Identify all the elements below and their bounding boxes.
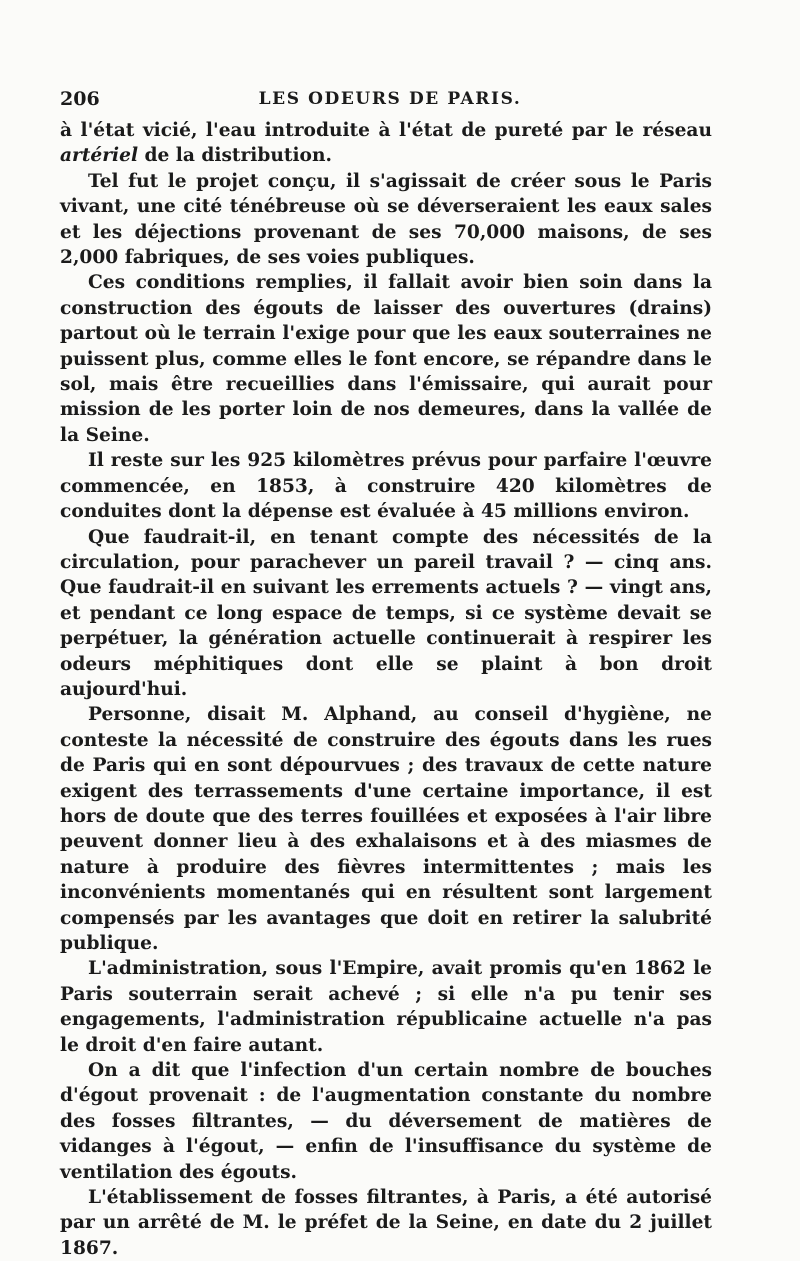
running-title: LES ODEURS DE PARIS. <box>258 89 522 109</box>
paragraph: Personne, disait M. Alphand, au conseil d'hygiène, ne conteste la nécessité de construire des égouts dans les rues de Paris qui en sont dépourvues ; des travaux de cette nature exigent des terrassements d'une certaine importance, il est hors de doute que des terres fouillées et exposées à l'air libre peuvent donner lieu à des exhalaisons et à des miasmes de nature à produire des fièvres intermittentes ; mais les inconvénients momentanés qui en résultent sont largement compensés par les avantages que doit en retirer la salubrité publique. <box>60 704 712 954</box>
paragraph: L'administration, sous l'Empire, avait promis qu'en 1862 le Paris souterrain serait achevé ; si elle n'a pu tenir ses engagements, l'administration républicaine actuelle n'a pas le droit d'en faire autant. <box>60 958 712 1056</box>
paragraph: L'établissement de fosses filtrantes, à Paris, a été autorisé par un arrêté de M. le préfet de la Seine, en date du 2 juillet 1867. <box>60 1187 712 1259</box>
paragraph: Que faudrait-il, en tenant compte des nécessités de la circulation, pour parachever un pareil travail ? — cinq ans. Que faudrait-il en suivant les errements actuels ? — vingt ans, et pendant ce long espace de temps, si ce système devait se perpétuer, la génération actuelle continuerait à respirer les odeurs méphitiques dont elle se plaint à bon droit aujourd'hui. <box>60 526 712 700</box>
paragraph: Ces conditions remplies, il fallait avoir bien soin dans la construction des égouts de laisser des ouvertures (drains) partout où le terrain l'exige pour que les eaux souterraines ne puissent plus, comme elles le font encore, se répandre dans le sol, mais être recueillies dans l'émissaire, qui aurait pour mission de les porter loin de nos demeures, dans la vallée de la Seine. <box>60 272 712 446</box>
paragraph-emphasis: artériel <box>60 145 139 167</box>
paragraph-text: à l'état vicié, l'eau introduite à l'état de pureté par le réseau <box>60 120 712 141</box>
page-number: 206 <box>60 88 100 110</box>
paragraph: On a dit que l'infection d'un certain nombre de bouches d'égout provenait : de l'augmentation constante du nombre des fosses filtrantes, — du déversement de matières de vidanges à l'égout, — enfin de l'insuffisance du système de ventilation des égouts. <box>60 1060 712 1183</box>
body-text <box>60 118 712 1261</box>
paragraph <box>60 118 712 169</box>
page-header <box>60 88 720 114</box>
paragraph-text: de la distribution. <box>138 145 332 167</box>
paragraph: Tel fut le projet conçu, il s'agissait de créer sous le Paris vivant, une cité ténébreuse où se déverseraient les eaux sales et les déjections provenant de ses 70,000 maisons, de ses 2,000 fabriques, de ses voies publiques. <box>60 170 712 269</box>
paragraph: Il reste sur les 925 kilomètres prévus pour parfaire l'œuvre commencée, en 1853, à construire 420 kilomètres de conduites dont la dépense est évaluée à 45 millions environ. <box>60 450 712 523</box>
